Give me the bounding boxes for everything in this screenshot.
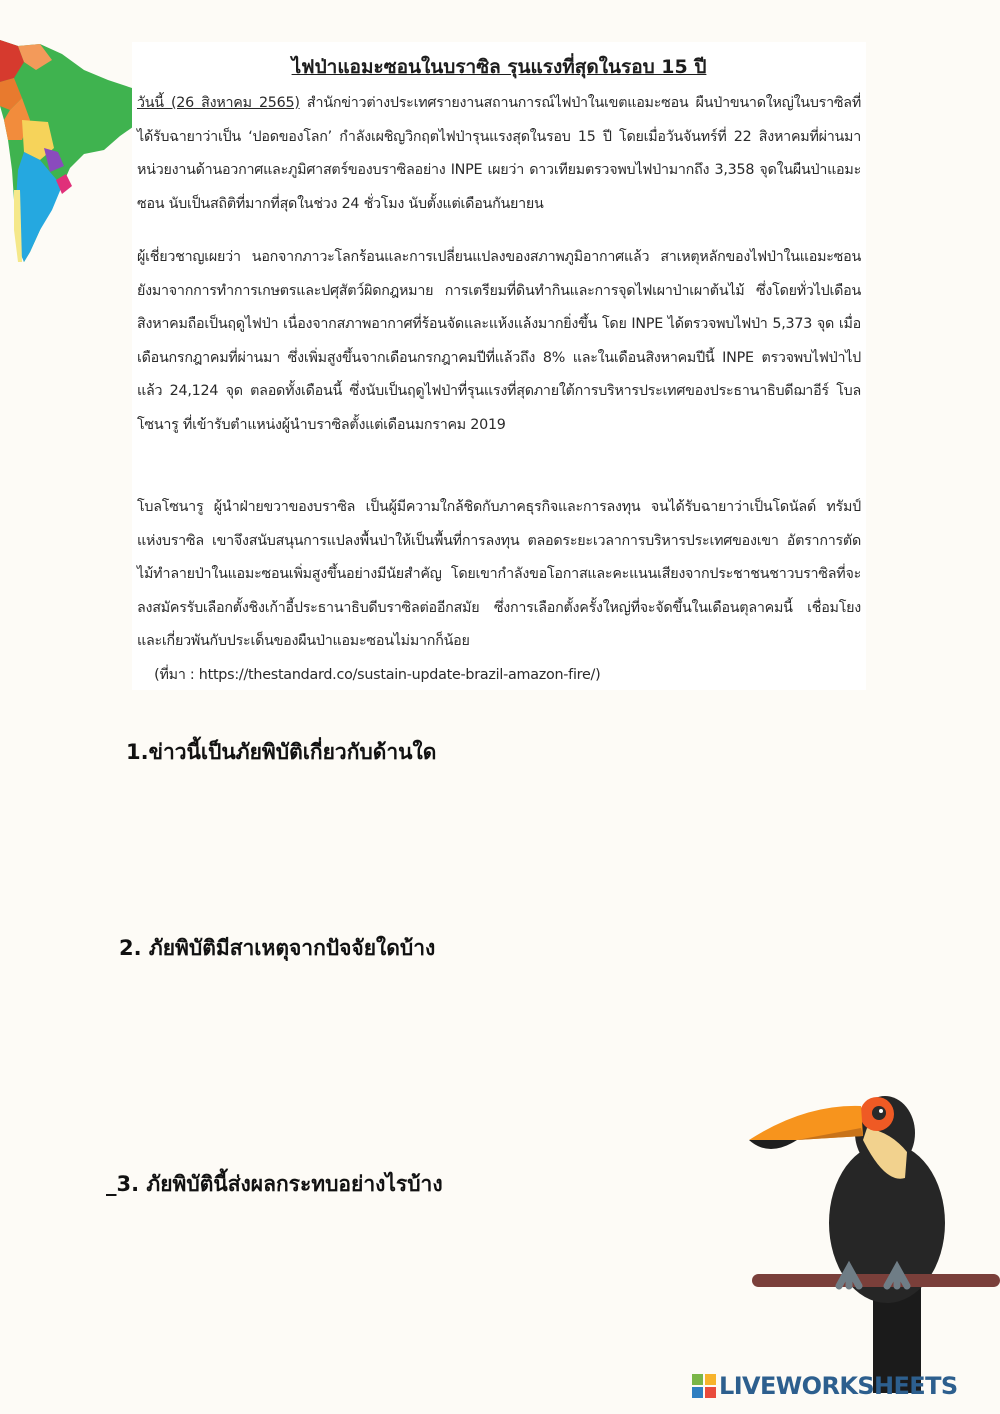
- article-source: (ที่มา : https://thestandard.co/sustain-update-brazil-amazon-fire/): [137, 666, 601, 683]
- article-paragraph-2: ผู้เชี่ยวชาญเผยว่า นอกจากภาวะโลกร้อนและการเปลี่ยนแปลงของสภาพภูมิอากาศแล้ว สาเหตุหลักของไฟป่าในแอมะซอนยังมาจากการทำการเกษตรและปศุสัตว์ผิดกฎหมาย การเตรียมที่ดินทำกินและการจุดไฟเผาป่าเผาต้นไม้ ซึ่งโดยทั่วไปเดือนสิงหาคมถือเป็นฤดูไฟป่า เนื่องจากสภาพอากาศที่ร้อนจัดและแห้งแล้งมากยิ่งขึ้น โดย INPE ได้ตรวจพบไฟป่า 5,373 จุด เมื่อเดือนกรกฎาคมที่ผ่านมา ซึ่งเพิ่มสูงขึ้นจากเดือนกรกฎาคมปีที่แล้วถึง 8% และในเดือนสิงหาคมปีนี้ INPE ตรวจพบไฟป่าไปแล้ว 24,124 จุด ตลอดทั้งเดือนนี้ ซึ่งนับเป็นฤดูไฟป่าที่รุนแรงที่สุดภายใต้การบริหารประเทศของประธานาธิบดีฌาอีร์ โบลโซนารู ที่เข้ารับตำแหน่งผู้นำบราซิลตั้งแต่เดือนมกราคม 2019: [137, 249, 861, 433]
- liveworksheets-logo-icon: [692, 1374, 716, 1398]
- south-america-map: [0, 40, 150, 270]
- article-paragraph-1: [137, 87, 861, 221]
- article-date: วันนี้ (26 สิงหาคม 2565): [137, 95, 300, 111]
- article-title: ไฟป่าแอมะซอนในบราซิล รุนแรงที่สุดในรอบ 15 ปี: [291, 56, 707, 78]
- article-paragraph-3: [137, 491, 861, 692]
- liveworksheets-logo: [692, 1372, 958, 1400]
- question-3: _3. ภัยพิบัตินี้ส่งผลกระทบอย่างไรบ้าง: [106, 1172, 443, 1196]
- question-2: 2. ภัยพิบัติมีสาเหตุจากปัจจัยใดบ้าง: [119, 936, 436, 960]
- news-article: [132, 42, 866, 690]
- question-1: 1.ข่าวนี้เป็นภัยพิบัติเกี่ยวกับด้านใด: [126, 740, 437, 764]
- liveworksheets-logo-text: LIVEWORKSHEETS: [719, 1372, 958, 1400]
- article-paragraph-1-text: สำนักข่าวต่างประเทศรายงานสถานการณ์ไฟป่าในเขตแอมะซอน ผืนป่าขนาดใหญ่ในบราซิลที่ได้รับฉายาว่าเป็น ‘ปอดของโลก’ กำลังเผชิญวิกฤตไฟป่ารุนแรงสุดในรอบ 15 ปี โดยเมื่อวันจันทร์ที่ 22 สิงหาคมที่ผ่านมา หน่วยงานด้านอวกาศและภูมิศาสตร์ของบราซิลอย่าง INPE เผยว่า ดาวเทียมตรวจพบไฟป่ามากถึง 3,358 จุดในผืนป่าแอมะซอน นับเป็นสถิติที่มากที่สุดในช่วง 24 ชั่วโมง นับตั้งแต่เดือนกันยายน: [137, 95, 861, 212]
- article-paragraph-3-text: โบลโซนารู ผู้นำฝ่ายขวาของบราซิล เป็นผู้มีความใกล้ชิดกับภาคธุรกิจและการลงทุน จนได้รับฉายาว่าเป็นโดนัลด์ ทรัมป์ แห่งบราซิล เขาจึงสนับสนุนการแปลงพื้นป่าให้เป็นพื้นที่การลงทุน ตลอดระยะเวลาการบริหารประเทศของเขา อัตราการตัดไม้ทำลายป่าในแอมะซอนเพิ่มสูงขึ้นอย่างมีนัยสำคัญ โดยเขากำลังขอโอกาสและคะแนนเสียงจากประชาชนชาวบราซิลที่จะลงสมัครรับเลือกตั้งชิงเก้าอี้ประธานาธิบดีบราซิลต่ออีกสมัย ซึ่งการเลือกตั้งครั้งใหญ่ที่จะจัดขึ้นในเดือนตุลาคมนี้ เชื่อมโยงและเกี่ยวพันกับประเด็นของผืนป่าแอมะซอนไม่มากก็น้อย: [137, 499, 861, 649]
- toucan-illustration: [745, 1088, 1000, 1393]
